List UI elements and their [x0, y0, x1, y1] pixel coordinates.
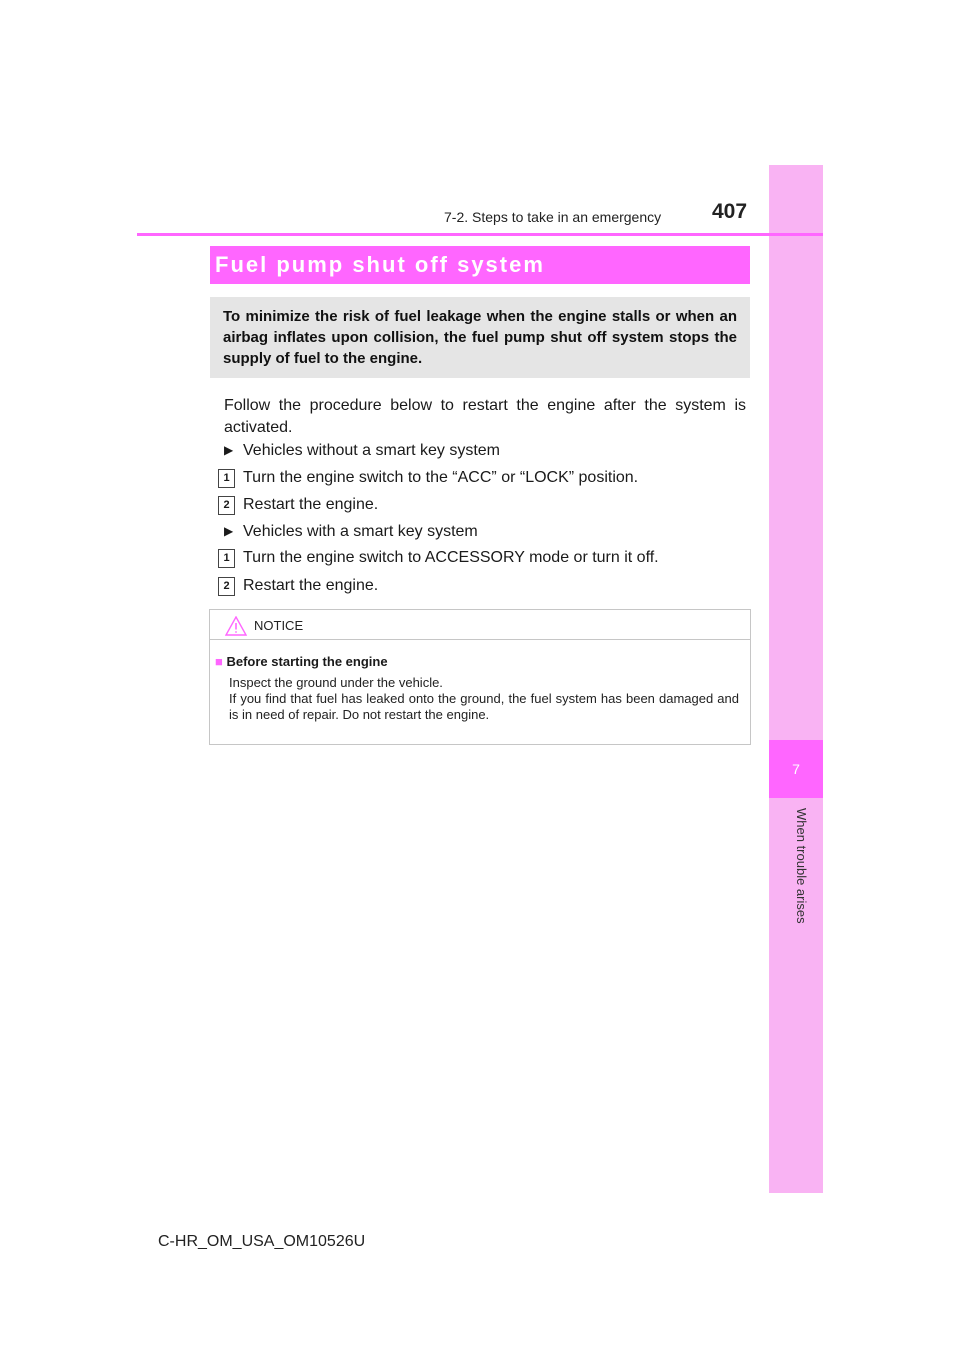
page-title: Fuel pump shut off system	[215, 252, 545, 277]
notice-subheading-text: Before starting the engine	[226, 654, 388, 669]
chapter-title: When trouble arises	[794, 808, 809, 924]
chapter-number: 7	[769, 740, 823, 798]
step-number: 2	[218, 496, 235, 515]
notice-header	[210, 610, 750, 640]
step-number: 2	[218, 577, 235, 596]
body-text: Follow the procedure below to restart the engine after the system is activated.	[224, 397, 746, 436]
arrow-right-icon: ▶	[224, 524, 234, 538]
group-heading	[224, 523, 478, 541]
page-number: 407	[712, 200, 748, 223]
intro-text: To minimize the risk of fuel leakage when the engine stalls or when an airbag inflates upon collision, the fuel pump shut off system stops the supply of fuel to the engine.	[223, 308, 737, 367]
step-text: Restart the engine.	[243, 496, 379, 513]
notice-text	[229, 675, 739, 723]
step-number: 1	[218, 469, 235, 488]
notice-box	[209, 609, 751, 745]
notice-line: Inspect the ground under the vehicle.	[229, 675, 443, 690]
notice-line: If you find that fuel has leaked onto the ground, the fuel system has been damaged and is in need of repair. Do not restart the engine.	[229, 691, 739, 722]
title-bar	[210, 246, 750, 284]
warning-triangle-icon	[225, 616, 247, 636]
square-bullet-icon: ■	[215, 654, 223, 669]
group-heading-text: Vehicles without a smart key system	[243, 442, 500, 459]
header-rule	[137, 233, 823, 236]
group-heading	[224, 442, 500, 460]
section-header: 7-2. Steps to take in an emergency	[444, 209, 662, 225]
step-text: Turn the engine switch to ACCESSORY mode or turn it off.	[243, 549, 659, 566]
notice-subheading	[215, 654, 388, 669]
intro-box	[210, 297, 750, 378]
group-heading-text: Vehicles with a smart key system	[243, 523, 478, 540]
arrow-right-icon: ▶	[224, 443, 234, 457]
chapter-side-tab	[769, 165, 823, 1193]
step-text: Restart the engine.	[243, 577, 379, 594]
step-text: Turn the engine switch to the “ACC” or “LOCK” position.	[243, 469, 639, 486]
document-code: C-HR_OM_USA_OM10526U	[158, 1233, 366, 1250]
notice-label: NOTICE	[254, 618, 304, 633]
step-number: 1	[218, 549, 235, 568]
